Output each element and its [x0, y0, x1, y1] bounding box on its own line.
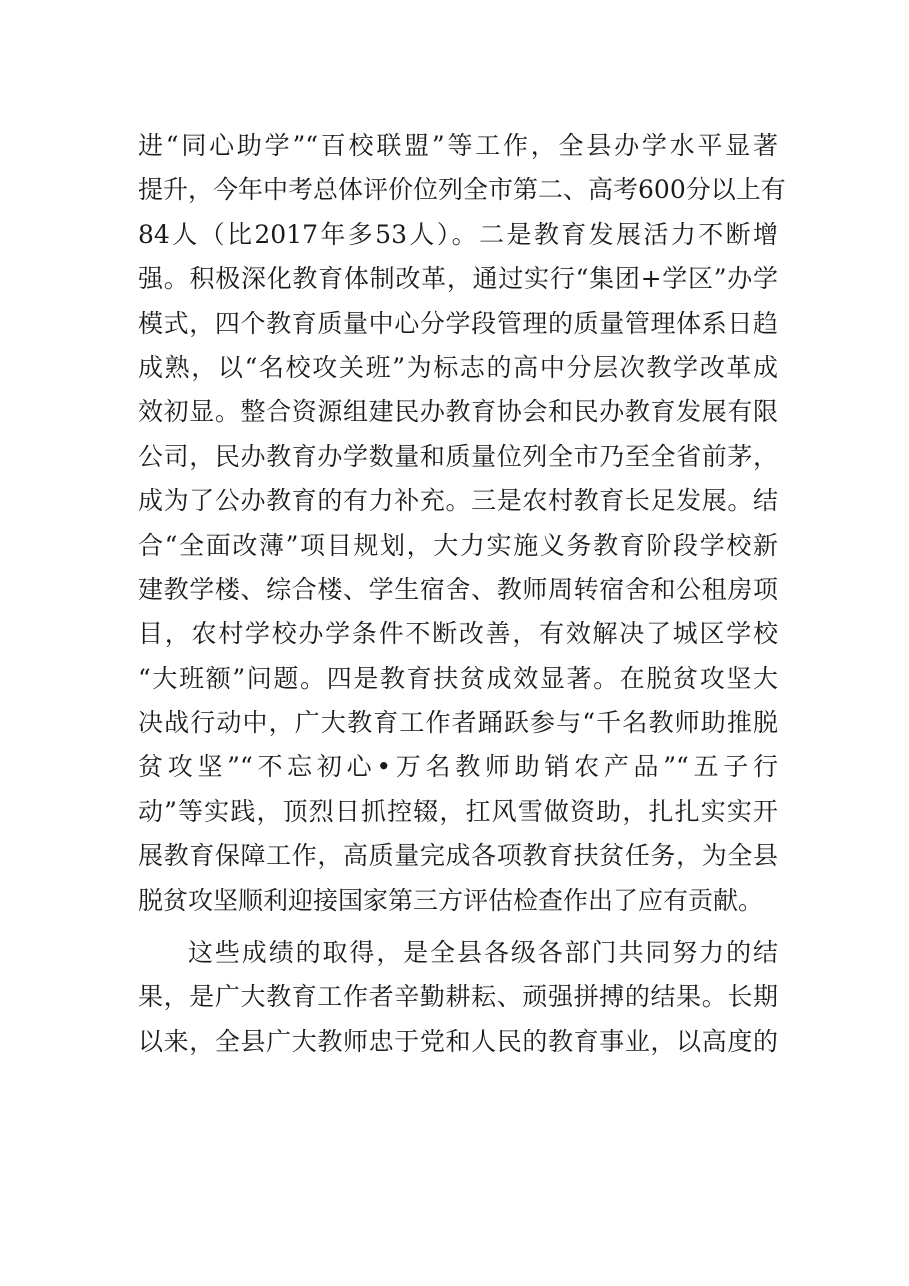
text-line: 决战行动中，广大教育工作者踊跃参与“千名教师助推脱 [138, 708, 778, 738]
paragraph-1 [138, 124, 786, 923]
text-line: 效初显。整合资源组建民办教育协会和民办教育发展有限 [138, 397, 778, 427]
text-line: “大班额”问题。四是教育扶贫成效显著。在脱贫攻坚大 [138, 663, 778, 693]
text-line: 成为了公办教育的有力补充。三是农村教育长足发展。结 [138, 486, 778, 516]
text-line: 动”等实践，顶烈日抓控辍，扛风雪做资助，扎扎实实开 [138, 796, 778, 826]
text-line: 果，是广大教育工作者辛勤耕耘、顽强拼搏的结果。长期 [138, 982, 778, 1012]
text-line: 公司，民办教育办学数量和质量位列全市乃至全省前茅， [138, 441, 778, 471]
text-line: 贫攻坚”“不忘初心•万名教师助销农产品”“五子行 [138, 752, 778, 782]
text-line: 脱贫攻坚顺利迎接国家第三方评估检查作出了应有贡献。 [138, 885, 764, 915]
text-line: 强。积极深化教育体制改革，通过实行“集团+学区”办学 [138, 264, 778, 294]
text-line: 进“同心助学”“百校联盟”等工作，全县办学水平显著 [138, 131, 778, 160]
text-line: 这些成绩的取得，是全县各级各部门共同努力的结 [188, 938, 778, 968]
text-line: 合“全面改薄”项目规划，大力实施义务教育阶段学校新 [138, 530, 778, 560]
text-line: 目，农村学校办学条件不断改善，有效解决了城区学校 [138, 619, 778, 649]
paragraph-2 [138, 931, 778, 1064]
paragraph-spacer [138, 923, 778, 931]
text-line: 提升，今年中考总体评价位列全市第二、高考600分以上有 [138, 175, 786, 205]
text-line: 建教学楼、综合楼、学生宿舍、教师周转宿舍和公租房项 [138, 574, 778, 604]
text-line: 成熟，以“名校攻关班”为标志的高中分层次教学改革成 [138, 352, 778, 382]
text-line: 模式，四个教育质量中心分学段管理的质量管理体系日趋 [138, 308, 778, 338]
text-line: 展教育保障工作，高质量完成各项教育扶贫任务，为全县 [138, 841, 778, 871]
document-body [138, 124, 786, 1064]
text-line: 以来，全县广大教师忠于党和人民的教育事业，以高度的 [138, 1026, 778, 1056]
text-line: 84人（比2017年多53人）。二是教育发展活力不断增 [138, 219, 778, 249]
